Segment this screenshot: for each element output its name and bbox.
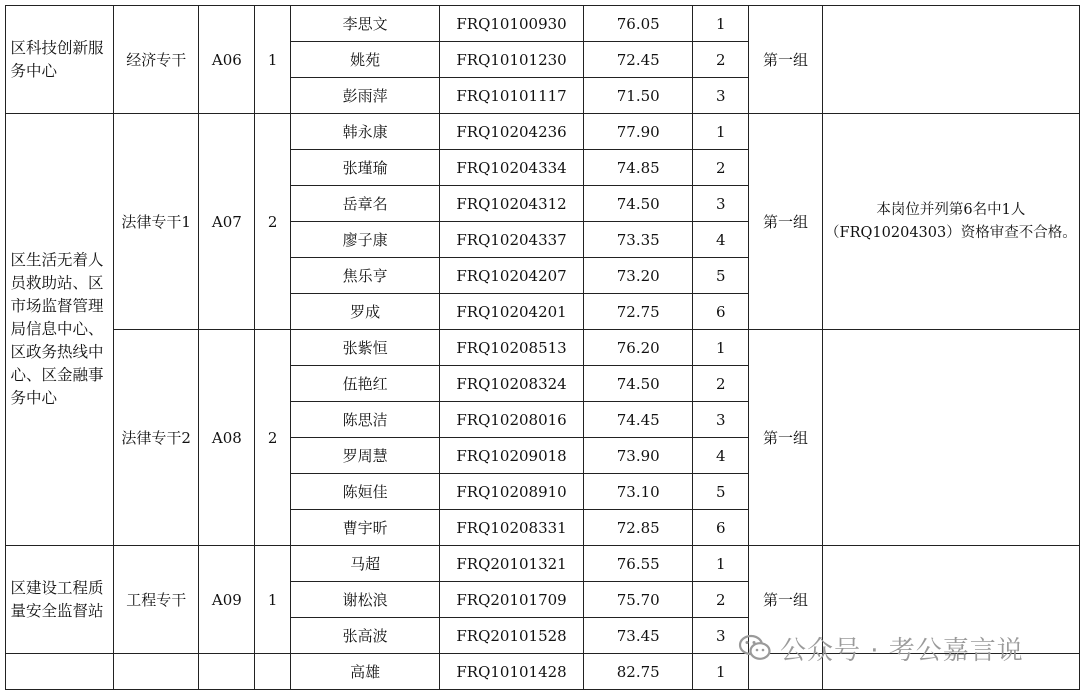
candidate-name-cell: 陈思洁 xyxy=(291,402,440,438)
unit-cell xyxy=(6,114,114,546)
rank-cell: 4 xyxy=(693,222,749,258)
quota-cell: 2 xyxy=(255,114,291,330)
group-cell: 第一组 xyxy=(749,546,823,654)
rank-cell: 6 xyxy=(693,510,749,546)
candidate-id-cell: FRQ10100930 xyxy=(440,6,584,42)
candidate-id-cell: FRQ10204334 xyxy=(440,150,584,186)
quota-cell: 1 xyxy=(255,546,291,654)
position-code-cell: A07 xyxy=(199,114,255,330)
candidate-name-cell: 马超 xyxy=(291,546,440,582)
score-cell: 74.50 xyxy=(583,186,693,222)
candidate-id-cell: FRQ10208016 xyxy=(440,402,584,438)
candidate-id-cell: FRQ10208910 xyxy=(440,474,584,510)
rank-cell: 1 xyxy=(693,330,749,366)
position-cell xyxy=(113,654,199,690)
table-row xyxy=(6,114,1080,150)
candidate-id-cell: FRQ10204236 xyxy=(440,114,584,150)
score-cell: 76.20 xyxy=(583,330,693,366)
rank-cell: 3 xyxy=(693,618,749,654)
score-cell: 73.45 xyxy=(583,618,693,654)
score-cell: 73.10 xyxy=(583,474,693,510)
candidate-id-cell: FRQ10204201 xyxy=(440,294,584,330)
candidate-id-cell: FRQ10204207 xyxy=(440,258,584,294)
candidate-name-cell: 高雄 xyxy=(291,654,440,690)
wechat-icon xyxy=(738,633,772,663)
rank-cell: 1 xyxy=(693,654,749,690)
rank-cell: 5 xyxy=(693,258,749,294)
candidate-id-cell: FRQ10204312 xyxy=(440,186,584,222)
candidate-name-cell: 焦乐亨 xyxy=(291,258,440,294)
rank-cell: 2 xyxy=(693,42,749,78)
score-cell: 72.75 xyxy=(583,294,693,330)
table-row xyxy=(6,330,1080,366)
unit-cell xyxy=(6,6,114,114)
candidate-id-cell: FRQ20101321 xyxy=(440,546,584,582)
note-cell xyxy=(822,6,1079,114)
rank-cell: 1 xyxy=(693,546,749,582)
rank-cell: 2 xyxy=(693,150,749,186)
candidate-id-cell: FRQ10208331 xyxy=(440,510,584,546)
candidate-id-cell: FRQ10204337 xyxy=(440,222,584,258)
score-cell: 74.45 xyxy=(583,402,693,438)
candidate-name-cell: 张瑾瑜 xyxy=(291,150,440,186)
candidate-name-cell: 张紫恒 xyxy=(291,330,440,366)
candidate-id-cell: FRQ20101528 xyxy=(440,618,584,654)
score-cell: 74.85 xyxy=(583,150,693,186)
candidate-name-cell: 彭雨萍 xyxy=(291,78,440,114)
candidate-id-cell: FRQ10208324 xyxy=(440,366,584,402)
note-cell xyxy=(822,330,1079,546)
note-cell: 本岗位并列第6名中1人（FRQ10204303）资格审查不合格。 xyxy=(822,114,1079,330)
score-cell: 75.70 xyxy=(583,582,693,618)
score-cell: 72.85 xyxy=(583,510,693,546)
rank-cell: 3 xyxy=(693,186,749,222)
candidate-id-cell: FRQ10101230 xyxy=(440,42,584,78)
watermark xyxy=(738,628,1024,668)
rank-cell: 4 xyxy=(693,438,749,474)
candidate-name-cell: 岳章名 xyxy=(291,186,440,222)
unit-name: 区生活无着人员救助站、区市场监督管理局信息中心、区政务热线中心、区金融事务中心 xyxy=(10,251,104,407)
score-cell: 73.20 xyxy=(583,258,693,294)
position-code-cell: A06 xyxy=(199,6,255,114)
quota-cell xyxy=(255,654,291,690)
position-cell: 法律专干2 xyxy=(113,330,199,546)
group-cell: 第一组 xyxy=(749,6,823,114)
rank-cell: 1 xyxy=(693,6,749,42)
candidate-id-cell: FRQ20101709 xyxy=(440,582,584,618)
rank-cell: 5 xyxy=(693,474,749,510)
candidate-name-cell: 陈姮佳 xyxy=(291,474,440,510)
watermark-text: 公众号 · 考公嘉言说 xyxy=(780,635,1024,666)
score-cell: 74.50 xyxy=(583,366,693,402)
candidate-id-cell: FRQ10101428 xyxy=(440,654,584,690)
unit-name: 区建设工程质量安全监督站 xyxy=(10,578,104,620)
rank-cell: 3 xyxy=(693,78,749,114)
quota-cell: 1 xyxy=(255,6,291,114)
rank-cell: 2 xyxy=(693,366,749,402)
unit-cell xyxy=(6,654,114,690)
candidate-name-cell: 廖子康 xyxy=(291,222,440,258)
rank-cell: 3 xyxy=(693,402,749,438)
rank-cell: 6 xyxy=(693,294,749,330)
candidate-name-cell: 曹宇昕 xyxy=(291,510,440,546)
table-body xyxy=(6,6,1080,690)
rank-cell: 1 xyxy=(693,114,749,150)
score-cell: 77.90 xyxy=(583,114,693,150)
score-cell: 72.45 xyxy=(583,42,693,78)
results-table xyxy=(5,5,1080,690)
position-cell: 法律专干1 xyxy=(113,114,199,330)
candidate-id-cell: FRQ10208513 xyxy=(440,330,584,366)
score-cell: 76.55 xyxy=(583,546,693,582)
position-cell: 经济专干 xyxy=(113,6,199,114)
candidate-name-cell: 张高波 xyxy=(291,618,440,654)
score-cell: 73.90 xyxy=(583,438,693,474)
score-cell: 71.50 xyxy=(583,78,693,114)
unit-name: 区科技创新服务中心 xyxy=(10,38,104,80)
candidate-name-cell: 李思文 xyxy=(291,6,440,42)
group-cell: 第一组 xyxy=(749,330,823,546)
score-cell: 82.75 xyxy=(583,654,693,690)
candidate-id-cell: FRQ10209018 xyxy=(440,438,584,474)
score-cell: 76.05 xyxy=(583,6,693,42)
position-code-cell: A09 xyxy=(199,546,255,654)
score-cell: 73.35 xyxy=(583,222,693,258)
table-row xyxy=(6,6,1080,42)
candidate-name-cell: 罗成 xyxy=(291,294,440,330)
candidate-name-cell: 姚苑 xyxy=(291,42,440,78)
candidate-name-cell: 谢松浪 xyxy=(291,582,440,618)
candidate-name-cell: 伍艳红 xyxy=(291,366,440,402)
position-code-cell: A08 xyxy=(199,330,255,546)
candidate-id-cell: FRQ10101117 xyxy=(440,78,584,114)
rank-cell: 2 xyxy=(693,582,749,618)
table-row xyxy=(6,546,1080,582)
candidate-name-cell: 韩永康 xyxy=(291,114,440,150)
position-code-cell xyxy=(199,654,255,690)
group-cell: 第一组 xyxy=(749,114,823,330)
unit-cell xyxy=(6,546,114,654)
position-cell: 工程专干 xyxy=(113,546,199,654)
candidate-name-cell: 罗周慧 xyxy=(291,438,440,474)
quota-cell: 2 xyxy=(255,330,291,546)
